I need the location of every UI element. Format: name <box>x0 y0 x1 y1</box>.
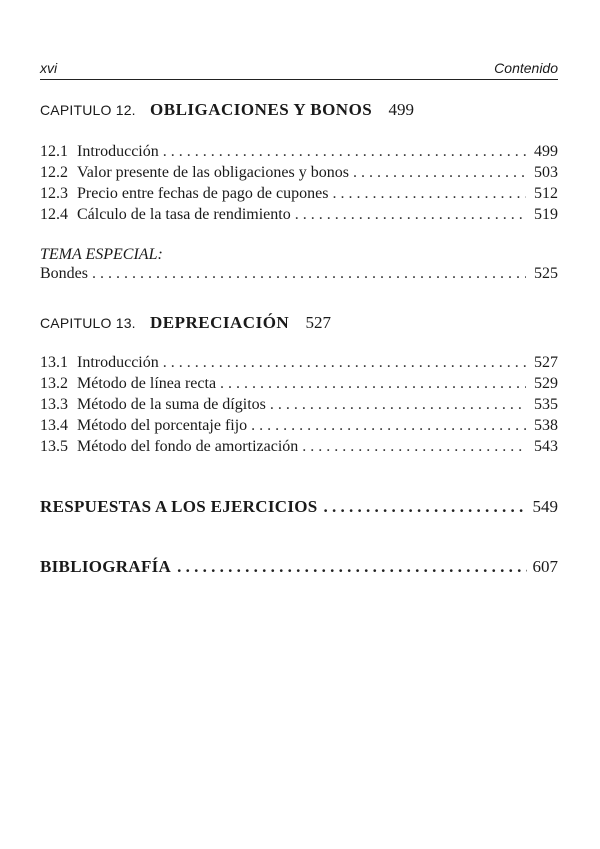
entry-number: 13.5 <box>40 438 68 455</box>
answers-page: 549 <box>532 497 558 516</box>
entry-title: Método de línea recta <box>77 375 217 392</box>
dot-leader <box>163 143 526 161</box>
entry-title: Método del fondo de amortización <box>77 438 299 455</box>
entry-title: Valor presente de las obligaciones y bonos <box>77 164 349 181</box>
entry-page: 527 <box>534 354 558 371</box>
chapter-label: CAPITULO 12. <box>40 102 136 118</box>
entry-title: Cálculo de la tasa de rendimiento <box>77 206 291 223</box>
entry-title: Precio entre fechas de pago de cupones <box>77 185 329 202</box>
chapter-13-heading <box>40 313 331 333</box>
toc-entry <box>40 438 558 459</box>
entry-page: 529 <box>534 375 558 392</box>
answers-title: RESPUESTAS A LOS EJERCICIOS <box>40 497 318 516</box>
chapter-title: DEPRECIACIÓN <box>150 313 290 332</box>
chapter-page: 527 <box>305 313 331 332</box>
entry-number: 13.2 <box>40 375 68 392</box>
dot-leader <box>163 354 526 372</box>
entry-page: 543 <box>534 438 558 455</box>
running-header <box>40 60 558 78</box>
bibliography-entry <box>40 557 558 577</box>
entry-page: 512 <box>534 185 558 202</box>
special-topic-entries <box>40 265 558 286</box>
dot-leader <box>270 396 526 414</box>
entry-title: Método del porcentaje fijo <box>77 417 248 434</box>
toc-entry <box>40 375 558 396</box>
toc-entry <box>40 206 558 227</box>
toc-entry <box>40 143 558 164</box>
special-topic-label: TEMA ESPECIAL: <box>40 246 163 263</box>
dot-leader <box>295 206 526 224</box>
entry-title: Introducción <box>77 143 159 160</box>
chapter-page: 499 <box>388 100 414 119</box>
chapter-13-entries <box>40 354 558 459</box>
answers-entry <box>40 497 558 517</box>
toc-entry <box>40 396 558 417</box>
dot-leader <box>324 497 527 517</box>
toc-entry <box>40 265 558 286</box>
dot-leader <box>92 265 526 283</box>
entry-number: 12.3 <box>40 185 68 202</box>
entry-number: 12.1 <box>40 143 68 160</box>
dot-leader <box>353 164 526 182</box>
running-header-title: Contenido <box>494 60 558 76</box>
entry-page: 525 <box>534 265 558 282</box>
toc-entry <box>40 164 558 185</box>
entry-number: 13.1 <box>40 354 68 371</box>
entry-page: 519 <box>534 206 558 223</box>
header-rule <box>40 79 558 80</box>
entry-number: 12.4 <box>40 206 68 223</box>
entry-page: 538 <box>534 417 558 434</box>
entry-title: Método de la suma de dígitos <box>77 396 266 413</box>
entry-page: 499 <box>534 143 558 160</box>
page-number-roman: xvi <box>40 60 58 76</box>
toc-entry <box>40 417 558 438</box>
dot-leader <box>332 185 526 203</box>
dot-leader <box>177 557 526 577</box>
chapter-title: OBLIGACIONES Y BONOS <box>150 100 373 119</box>
entry-number: 12.2 <box>40 164 68 181</box>
chapter-12-entries <box>40 143 558 227</box>
bibliography-title: BIBLIOGRAFÍA <box>40 557 172 576</box>
toc-entry <box>40 354 558 375</box>
dot-leader <box>220 375 526 393</box>
entry-page: 503 <box>534 164 558 181</box>
entry-title: Introducción <box>77 354 159 371</box>
dot-leader <box>302 438 526 456</box>
dot-leader <box>251 417 526 435</box>
bibliography-page: 607 <box>532 557 558 576</box>
entry-title: Bondes <box>40 265 88 282</box>
toc-entry <box>40 185 558 206</box>
chapter-12-heading <box>40 100 414 120</box>
entry-number: 13.3 <box>40 396 68 413</box>
entry-number: 13.4 <box>40 417 68 434</box>
entry-page: 535 <box>534 396 558 413</box>
chapter-label: CAPITULO 13. <box>40 315 136 331</box>
